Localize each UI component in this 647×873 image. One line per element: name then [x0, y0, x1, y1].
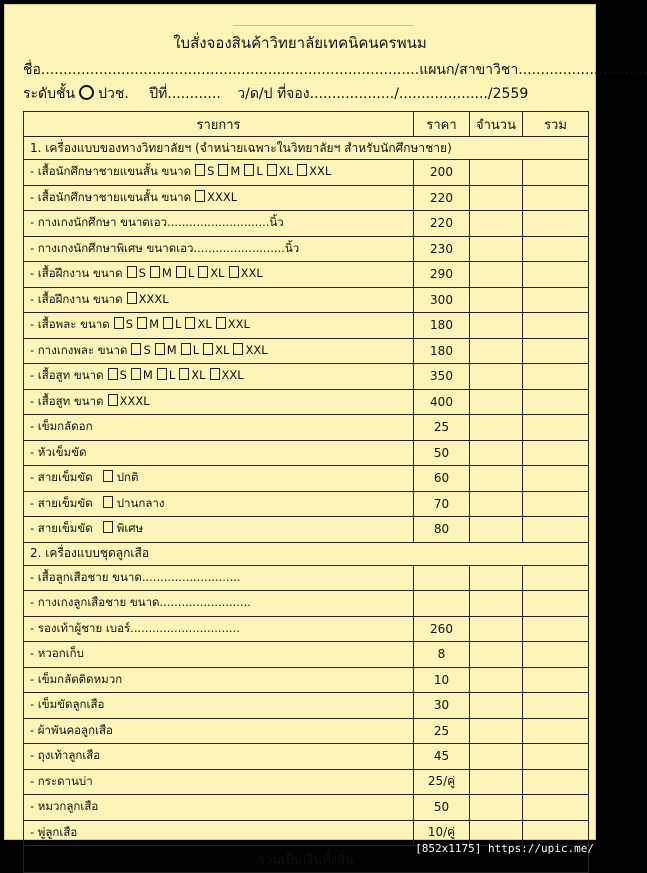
quantity-cell[interactable]	[470, 160, 523, 186]
size-checkbox-icon[interactable]	[210, 368, 220, 380]
item-cell	[24, 313, 414, 339]
quantity-cell[interactable]	[470, 491, 523, 517]
table-row	[24, 466, 589, 492]
table-row	[24, 185, 589, 211]
belt-option-label: ปกติ	[116, 470, 139, 485]
size-option-label: XL	[191, 368, 206, 383]
table-header-row	[24, 112, 589, 137]
item-cell	[24, 415, 414, 441]
belt-option-label: พิเศษ	[116, 521, 144, 536]
size-checkbox-icon[interactable]	[155, 343, 165, 355]
size-option-label: XXL	[240, 266, 263, 281]
total-cell[interactable]	[523, 718, 589, 744]
price-cell: 230	[414, 236, 470, 262]
total-cell[interactable]	[523, 744, 589, 770]
quantity-cell[interactable]	[470, 517, 523, 543]
size-option-label: XXXL	[138, 291, 169, 306]
quantity-cell[interactable]	[470, 769, 523, 795]
size-option-label: M	[149, 317, 160, 332]
price-cell: 50	[414, 440, 470, 466]
item-cell	[24, 185, 414, 211]
total-cell[interactable]	[523, 262, 589, 288]
table-row	[24, 262, 589, 288]
quantity-cell[interactable]	[470, 466, 523, 492]
size-checkbox-icon[interactable]	[195, 164, 205, 176]
quantity-cell[interactable]	[470, 262, 523, 288]
total-cell[interactable]	[523, 795, 589, 821]
total-cell[interactable]	[523, 440, 589, 466]
quantity-cell[interactable]	[470, 440, 523, 466]
item-cell	[24, 440, 414, 466]
item-cell	[24, 667, 414, 693]
header-price: ราคา	[414, 112, 470, 137]
size-option-label: M	[166, 342, 177, 357]
price-cell: 400	[414, 389, 470, 415]
price-cell: 70	[414, 491, 470, 517]
price-cell: 80	[414, 517, 470, 543]
total-cell[interactable]	[523, 389, 589, 415]
table-row	[24, 744, 589, 770]
quantity-cell[interactable]	[470, 338, 523, 364]
item-label: - เสื้อนักศึกษาชายแขนสั้น ขนาด	[30, 164, 192, 179]
size-option-label: XXL	[245, 342, 268, 357]
size-checkbox-icon[interactable]	[185, 317, 195, 329]
quantity-cell[interactable]	[470, 693, 523, 719]
quantity-cell[interactable]	[470, 185, 523, 211]
size-option-label: L	[187, 266, 195, 281]
size-option-label: XXXL	[207, 189, 238, 204]
total-cell[interactable]	[523, 667, 589, 693]
item-label: - กางเกงลูกเสือชาย ขนาด.........................	[30, 595, 251, 610]
size-option-label: L	[168, 368, 176, 383]
item-cell	[24, 160, 414, 186]
item-label: - หวอกเก็บ	[30, 646, 84, 661]
table-row	[24, 389, 589, 415]
size-option-label: XXL	[221, 368, 244, 383]
total-cell[interactable]	[523, 338, 589, 364]
table-row	[24, 642, 589, 668]
table-row	[24, 211, 589, 237]
size-option-label: XL	[210, 266, 225, 281]
total-cell[interactable]	[523, 466, 589, 492]
price-cell: 30	[414, 693, 470, 719]
item-cell	[24, 769, 414, 795]
item-label: - กระดานบ่า	[30, 773, 93, 788]
total-cell[interactable]	[523, 693, 589, 719]
size-checkbox-icon[interactable]	[163, 317, 173, 329]
size-checkbox-icon[interactable]	[108, 394, 118, 406]
size-checkbox-icon[interactable]	[127, 292, 137, 304]
item-label: - เสื้อสูท ขนาด	[30, 393, 104, 408]
size-option-label: M	[230, 164, 241, 179]
department-field-label: แผนก/สาขาวิชา.............................	[419, 62, 647, 78]
table-row	[24, 287, 589, 313]
table-row	[24, 338, 589, 364]
quantity-cell[interactable]	[470, 718, 523, 744]
size-checkbox-icon[interactable]	[195, 190, 205, 202]
item-label: - เสื้อสูท ขนาด	[30, 368, 104, 383]
item-cell	[24, 642, 414, 668]
size-checkbox-icon[interactable]	[114, 317, 124, 329]
size-checkbox-icon[interactable]	[233, 343, 243, 355]
item-cell	[24, 236, 414, 262]
item-label: - เข็มขัดลูกเสือ	[30, 697, 105, 712]
size-option-label: L	[192, 342, 200, 357]
table-row	[24, 795, 589, 821]
total-cell[interactable]	[523, 415, 589, 441]
size-checkbox-icon[interactable]	[203, 343, 213, 355]
item-cell	[24, 718, 414, 744]
size-option-label: S	[138, 266, 146, 281]
size-checkbox-icon[interactable]	[108, 368, 118, 380]
size-option-label: XXL	[309, 164, 332, 179]
table-row	[24, 160, 589, 186]
table-row	[24, 364, 589, 390]
quantity-cell[interactable]	[470, 313, 523, 339]
total-cell[interactable]	[523, 565, 589, 591]
size-checkbox-icon[interactable]	[198, 266, 208, 278]
item-cell	[24, 338, 414, 364]
total-cell[interactable]	[523, 236, 589, 262]
order-table	[23, 111, 589, 873]
price-cell: 50	[414, 795, 470, 821]
item-label: - กางเกงนักศึกษา ขนาดเอว............................นิ้ว	[30, 215, 284, 230]
price-cell: 10/คู่	[414, 820, 470, 846]
item-cell	[24, 466, 414, 492]
size-checkbox-icon[interactable]	[131, 343, 141, 355]
quantity-cell[interactable]	[470, 744, 523, 770]
item-cell	[24, 491, 414, 517]
level-radio-icon[interactable]	[79, 85, 94, 100]
belt-checkbox-icon[interactable]	[103, 470, 113, 482]
size-checkbox-icon[interactable]	[131, 368, 141, 380]
item-cell	[24, 211, 414, 237]
size-option-label: L	[175, 317, 182, 332]
table-row	[24, 769, 589, 795]
total-cell[interactable]	[523, 616, 589, 642]
total-cell[interactable]	[523, 185, 589, 211]
price-cell: 8	[414, 642, 470, 668]
size-checkbox-icon[interactable]	[229, 266, 239, 278]
table-row	[24, 693, 589, 719]
total-cell[interactable]	[523, 287, 589, 313]
price-cell: 220	[414, 211, 470, 237]
table-row	[24, 491, 589, 517]
quantity-cell[interactable]	[470, 616, 523, 642]
size-option-label: L	[256, 164, 263, 179]
item-label: - ถุงเท้าลูกเสือ	[30, 748, 101, 763]
item-cell	[24, 744, 414, 770]
quantity-cell[interactable]	[470, 287, 523, 313]
item-label: - รองเท้าผู้ชาย เบอร์..............................	[30, 620, 240, 635]
size-checkbox-icon[interactable]	[216, 317, 226, 329]
quantity-cell[interactable]	[470, 415, 523, 441]
item-label: - เสื้อพละ ขนาด	[30, 317, 110, 332]
item-cell	[24, 693, 414, 719]
section-row	[24, 542, 589, 565]
total-cell[interactable]	[523, 160, 589, 186]
size-checkbox-icon[interactable]	[297, 164, 307, 176]
item-label: - กางเกงพละ ขนาด	[30, 342, 128, 357]
belt-checkbox-icon[interactable]	[103, 521, 113, 533]
quantity-cell[interactable]	[470, 236, 523, 262]
price-cell: 45	[414, 744, 470, 770]
quantity-cell[interactable]	[470, 389, 523, 415]
item-cell	[24, 616, 414, 642]
item-label: - ผ้าพันคอลูกเสือ	[30, 722, 113, 737]
table-row	[24, 718, 589, 744]
item-cell	[24, 262, 414, 288]
item-label: - หมวกลูกเสือ	[30, 799, 99, 814]
item-label: - เข็มกลัดติดหมวก	[30, 671, 123, 686]
table-row	[24, 236, 589, 262]
price-cell: 25	[414, 718, 470, 744]
quantity-cell[interactable]	[470, 795, 523, 821]
size-checkbox-icon[interactable]	[150, 266, 160, 278]
item-label: - เข็มกลัดอก	[30, 419, 93, 434]
table-row	[24, 517, 589, 543]
item-cell	[24, 389, 414, 415]
total-cell[interactable]	[523, 769, 589, 795]
item-label: - กางเกงนักศึกษาพิเศษ ขนาดเอว.........................นิ้ว	[30, 240, 300, 255]
item-cell	[24, 287, 414, 313]
item-cell	[24, 565, 414, 591]
item-label: - สายเข็มขัด	[30, 521, 93, 536]
item-cell	[24, 364, 414, 390]
size-checkbox-icon[interactable]	[179, 368, 189, 380]
section-row	[24, 137, 589, 160]
quantity-cell[interactable]	[470, 591, 523, 617]
size-checkbox-icon[interactable]	[127, 266, 137, 278]
price-cell: 200	[414, 160, 470, 186]
header-quantity: จำนวน	[470, 112, 523, 137]
item-label: - หัวเข็มขัด	[30, 444, 87, 459]
size-checkbox-icon[interactable]	[181, 343, 191, 355]
item-label: - เสื้อฝึกงาน ขนาด	[30, 266, 123, 281]
table-row	[24, 565, 589, 591]
section-2-title: 2. เครื่องแบบชุดลูกเสือ	[24, 542, 589, 565]
size-checkbox-icon[interactable]	[267, 164, 277, 176]
size-checkbox-icon[interactable]	[244, 164, 254, 176]
table-row	[24, 440, 589, 466]
item-label: - สายเข็มขัด	[30, 470, 93, 485]
table-row	[24, 616, 589, 642]
size-option-label: S	[119, 368, 127, 383]
table-row	[24, 313, 589, 339]
total-cell[interactable]	[523, 364, 589, 390]
date-field-label: ว/ด/ป ที่จอง.................../..................../2559	[237, 86, 529, 102]
size-option-label: XXL	[227, 317, 250, 332]
price-cell: 60	[414, 466, 470, 492]
price-cell: 260	[414, 616, 470, 642]
quantity-cell[interactable]	[470, 667, 523, 693]
item-label: - เสื้อลูกเสือชาย ขนาด...........................	[30, 569, 241, 584]
item-label: - พู่ลูกเสือ	[30, 824, 78, 839]
name-field-label: ชื่อ.....................................................................................	[23, 62, 420, 78]
size-option-label: XXXL	[119, 393, 150, 408]
total-cell[interactable]	[523, 591, 589, 617]
table-row	[24, 667, 589, 693]
level-line	[23, 83, 528, 105]
size-option-label: XL	[197, 317, 212, 332]
level-option: ปวช.	[98, 86, 129, 102]
quantity-cell[interactable]	[470, 211, 523, 237]
year-field-label: ปีที่............	[149, 86, 221, 102]
grand-total-label: รวมเป็นเงินทั้งสิ้น	[24, 846, 589, 873]
header-item: รายการ	[24, 112, 414, 137]
price-cell: 25/คู่	[414, 769, 470, 795]
size-option-label: XL	[215, 342, 230, 357]
price-cell: 25	[414, 415, 470, 441]
size-option-label: M	[161, 266, 172, 281]
price-cell: 220	[414, 185, 470, 211]
total-cell[interactable]	[523, 491, 589, 517]
item-label: - สายเข็มขัด	[30, 495, 93, 510]
price-cell: 350	[414, 364, 470, 390]
total-cell[interactable]	[523, 313, 589, 339]
total-cell[interactable]	[523, 517, 589, 543]
item-cell	[24, 517, 414, 543]
size-checkbox-icon[interactable]	[176, 266, 186, 278]
belt-checkbox-icon[interactable]	[103, 496, 113, 508]
price-cell	[414, 565, 470, 591]
quantity-cell[interactable]	[470, 364, 523, 390]
form-title: ใบสั่งจองสินค้าวิทยาลัยเทคนิคนครพนม	[173, 34, 427, 52]
item-cell	[24, 795, 414, 821]
belt-option-label: ปานกลาง	[116, 495, 165, 510]
item-label: - เสื้อฝึกงาน ขนาด	[30, 291, 123, 306]
section-1-title: 1. เครื่องแบบของทางวิทยาลัยฯ (จำหน่ายเฉพาะในวิทยาลัยฯ สำหรับนักศึกษาชาย)	[24, 137, 589, 160]
price-cell: 180	[414, 338, 470, 364]
price-cell: 180	[414, 313, 470, 339]
size-option-label: M	[142, 368, 153, 383]
total-cell[interactable]	[523, 211, 589, 237]
item-cell	[24, 591, 414, 617]
quantity-cell[interactable]	[470, 642, 523, 668]
item-label: - เสื้อนักศึกษาชายแขนสั้น ขนาด	[30, 189, 192, 204]
source-watermark: [852x1175] https://upic.me/	[415, 842, 594, 855]
size-option-label: XL	[278, 164, 294, 179]
level-label: ระดับชั้น	[23, 86, 76, 102]
table-row	[24, 591, 589, 617]
total-cell[interactable]	[523, 642, 589, 668]
size-option-label: S	[207, 164, 215, 179]
quantity-cell[interactable]	[470, 565, 523, 591]
table-row	[24, 415, 589, 441]
name-line	[23, 59, 647, 81]
price-cell: 290	[414, 262, 470, 288]
size-checkbox-icon[interactable]	[157, 368, 167, 380]
size-option-label: S	[143, 342, 151, 357]
size-option-label: S	[125, 317, 134, 332]
header-total: รวม	[523, 112, 589, 137]
title-rule	[233, 25, 413, 26]
price-cell: 300	[414, 287, 470, 313]
size-checkbox-icon[interactable]	[218, 164, 228, 176]
price-cell	[414, 591, 470, 617]
size-checkbox-icon[interactable]	[137, 317, 147, 329]
price-cell: 10	[414, 667, 470, 693]
